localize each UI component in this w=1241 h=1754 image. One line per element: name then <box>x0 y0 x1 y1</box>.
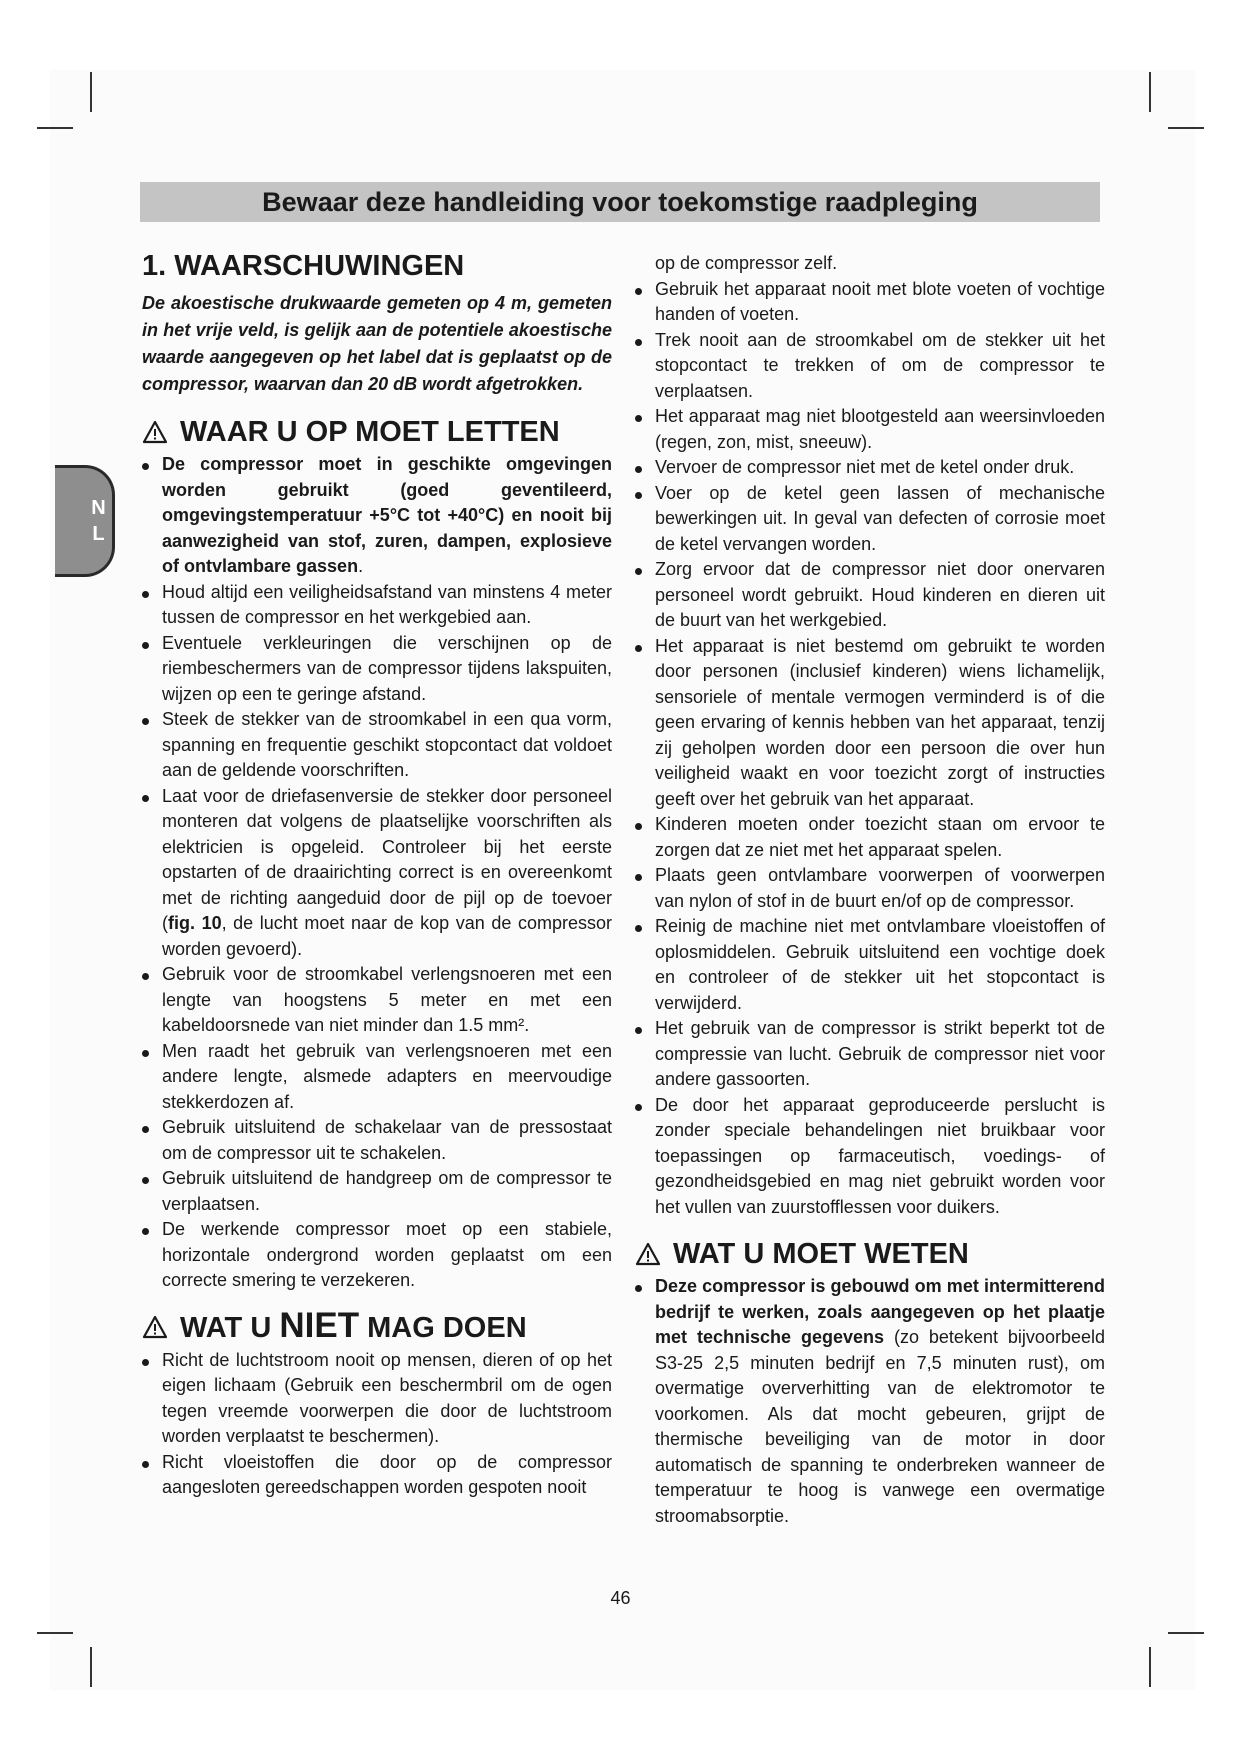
header-banner: Bewaar deze handleiding voor toekomstige raadpleging <box>140 182 1100 222</box>
list-item: Plaats geen ontvlambare voorwerpen of voorwerpen van nylon of stof in de buurt en/of op de compressor. <box>635 863 1105 914</box>
know-title: WAT U MOET WETEN <box>673 1238 969 1270</box>
list-item: Laat voor de driefasenversie de stekker door personeel monteren dat volgens de plaatselijke voorschriften als elektricien is opgeleid. Controleer bij het eerste opstarten of de draairichting correct is en overeenkomt met de richting aangeduid door de pijl op de toevoer (fig. 10, de lucht moet naar de kop van de compressor worden gevoerd). <box>142 784 612 963</box>
crop-mark <box>1168 127 1204 129</box>
list-item: Zorg ervoor dat de compressor niet door onervaren personeel wordt gebruikt. Houd kinderen en dieren uit de buurt van het werkgebied. <box>635 557 1105 634</box>
list-item-continuation: op de compressor zelf. <box>655 253 838 273</box>
dont-heading <box>142 1306 612 1348</box>
intro-paragraph: De akoestische drukwaarde gemeten op 4 m, gemeten in het vrije veld, is gelijk aan de potentiele akoestische waarde aangegeven op het label dat is geplaatst op de compressor, waarvan dan 20 dB wordt afgetrokken. <box>142 293 612 394</box>
crop-mark <box>90 72 92 112</box>
crop-mark <box>37 127 73 129</box>
language-tab-letter: L <box>92 523 105 545</box>
know-list <box>635 1274 1105 1529</box>
know-heading <box>635 1234 1105 1274</box>
list-item: Reinig de machine niet met ontvlambare vloeistoffen of oplosmiddelen. Gebruik uitsluitend een vochtige doek en controleer of de stekker uit het stopcontact is verwijderd. <box>635 914 1105 1016</box>
list-item: Voer op de ketel geen lassen of mechanische bewerkingen uit. In geval van defecten of corrosie moet de ketel vervangen worden. <box>635 481 1105 558</box>
attention-list <box>142 452 612 1294</box>
crop-mark <box>90 1647 92 1687</box>
list-item: Gebruik uitsluitend de handgreep om de compressor te verplaatsen. <box>142 1166 612 1217</box>
right-column <box>635 251 1105 1529</box>
warning-triangle-icon <box>142 420 168 444</box>
crop-mark <box>37 1632 73 1634</box>
list-item: Trek nooit aan de stroomkabel om de stekker uit het stopcontact te trekken of om de compressor te verplaatsen. <box>635 328 1105 405</box>
list-item: Het apparaat is niet bestemd om gebruikt te worden door personen (inclusief kinderen) wiens lichamelijk, sensoriele of mentale vermogen verminderd is of die geen ervaring of kennis hebben van het apparaat, tenzij zij geholpen worden door een persoon die over hun veiligheid waakt en voor toezicht zorgt of instructies geeft over het gebruik van het apparaat. <box>635 634 1105 813</box>
list-item: Houd altijd een veiligheidsafstand van minstens 4 meter tussen de compressor en het werkgebied aan. <box>142 580 612 631</box>
warning-triangle-icon <box>142 1315 168 1339</box>
dont-list <box>142 1348 612 1501</box>
list-item: Eventuele verkleuringen die verschijnen op de riembeschermers van de compressor tijdens lakspuiten, wijzen op een te geringe afstand. <box>142 631 612 708</box>
crop-mark <box>1149 1647 1151 1687</box>
list-item: De compressor moet in geschikte omgevingen worden gebruikt (goed geventileerd, omgevingstemperatuur +5°C tot +40°C) en nooit bij aanwezigheid van stof, zuren, dampen, explosieve of ontvlambare gassen. <box>142 452 612 580</box>
dont-title: WAT U NIET MAG DOEN <box>180 1305 527 1345</box>
list-item: Steek de stekker van de stroomkabel in een qua vorm, spanning en frequentie geschikt stopcontact dat voldoet aan de geldende voorschriften. <box>142 707 612 784</box>
list-item: Gebruik uitsluitend de schakelaar van de pressostaat om de compressor uit te schakelen. <box>142 1115 612 1166</box>
warning-triangle-icon <box>635 1242 661 1266</box>
attention-title: WAAR U OP MOET LETTEN <box>180 416 560 448</box>
list-item: Kinderen moeten onder toezicht staan om ervoor te zorgen dat ze niet met het apparaat spelen. <box>635 812 1105 863</box>
crop-mark <box>1149 72 1151 112</box>
list-item: Gebruik het apparaat nooit met blote voeten of vochtige handen of voeten. <box>635 277 1105 328</box>
crop-mark <box>1168 1632 1204 1634</box>
list-item: Richt vloeistoffen die door op de compressor aangesloten gereedschappen worden gespoten nooit <box>142 1450 612 1501</box>
list-item: Gebruik voor de stroomkabel verlengsnoeren met een lengte van hoogstens 5 meter en met een kabeldoorsnede van niet minder dan 1.5 mm². <box>142 962 612 1039</box>
section-title: 1. WAARSCHUWINGEN <box>142 250 465 282</box>
list-item: Men raadt het gebruik van verlengsnoeren met een andere lengte, alsmede adapters en meervoudige stekkerdozen af. <box>142 1039 612 1116</box>
dont-list-continued <box>635 277 1105 1221</box>
language-tab <box>55 465 115 577</box>
list-item: Richt de luchtstroom nooit op mensen, dieren of op het eigen lichaam (Gebruik een beschermbril om de ogen tegen vreemde voorwerpen die door de luchtstroom worden verplaatst te beschermen). <box>142 1348 612 1450</box>
list-item: Vervoer de compressor niet met de ketel onder druk. <box>635 455 1105 481</box>
list-item: Het gebruik van de compressor is strikt beperkt tot de compressie van lucht. Gebruik de compressor niet voor andere gassoorten. <box>635 1016 1105 1093</box>
attention-heading <box>142 412 612 452</box>
list-item: Het apparaat mag niet blootgesteld aan weersinvloeden (regen, zon, mist, sneeuw). <box>635 404 1105 455</box>
language-tab-letter: N <box>91 497 106 519</box>
list-item: De werkende compressor moet op een stabiele, horizontale ondergrond worden geplaatst om een correcte smering te verzekeren. <box>142 1217 612 1294</box>
list-item: Deze compressor is gebouwd om met intermitterend bedrijf te werken, zoals aangegeven op het plaatje met technische gegevens (zo betekent bijvoorbeeld S3-25 2,5 minuten bedrijf en 7,5 minuten rust), om overmatige oververhitting van de elektromotor te voorkomen. Als dat mocht gebeuren, grijpt de thermische beveiliging van de motor in door automatisch de spanning te onderbreken wanneer de temperatuur te hoog is vanwege een overmatige stroomabsorptie. <box>635 1274 1105 1529</box>
list-item: De door het apparaat geproduceerde perslucht is zonder speciale behandelingen niet bruikbaar voor toepassingen op farmaceutisch, voedings- of gezondheidsgebied en mag niet gebruikt worden voor het vullen van zuurstofflessen voor duikers. <box>635 1093 1105 1221</box>
page-number: 46 <box>610 1588 631 1608</box>
left-column <box>142 246 612 1501</box>
